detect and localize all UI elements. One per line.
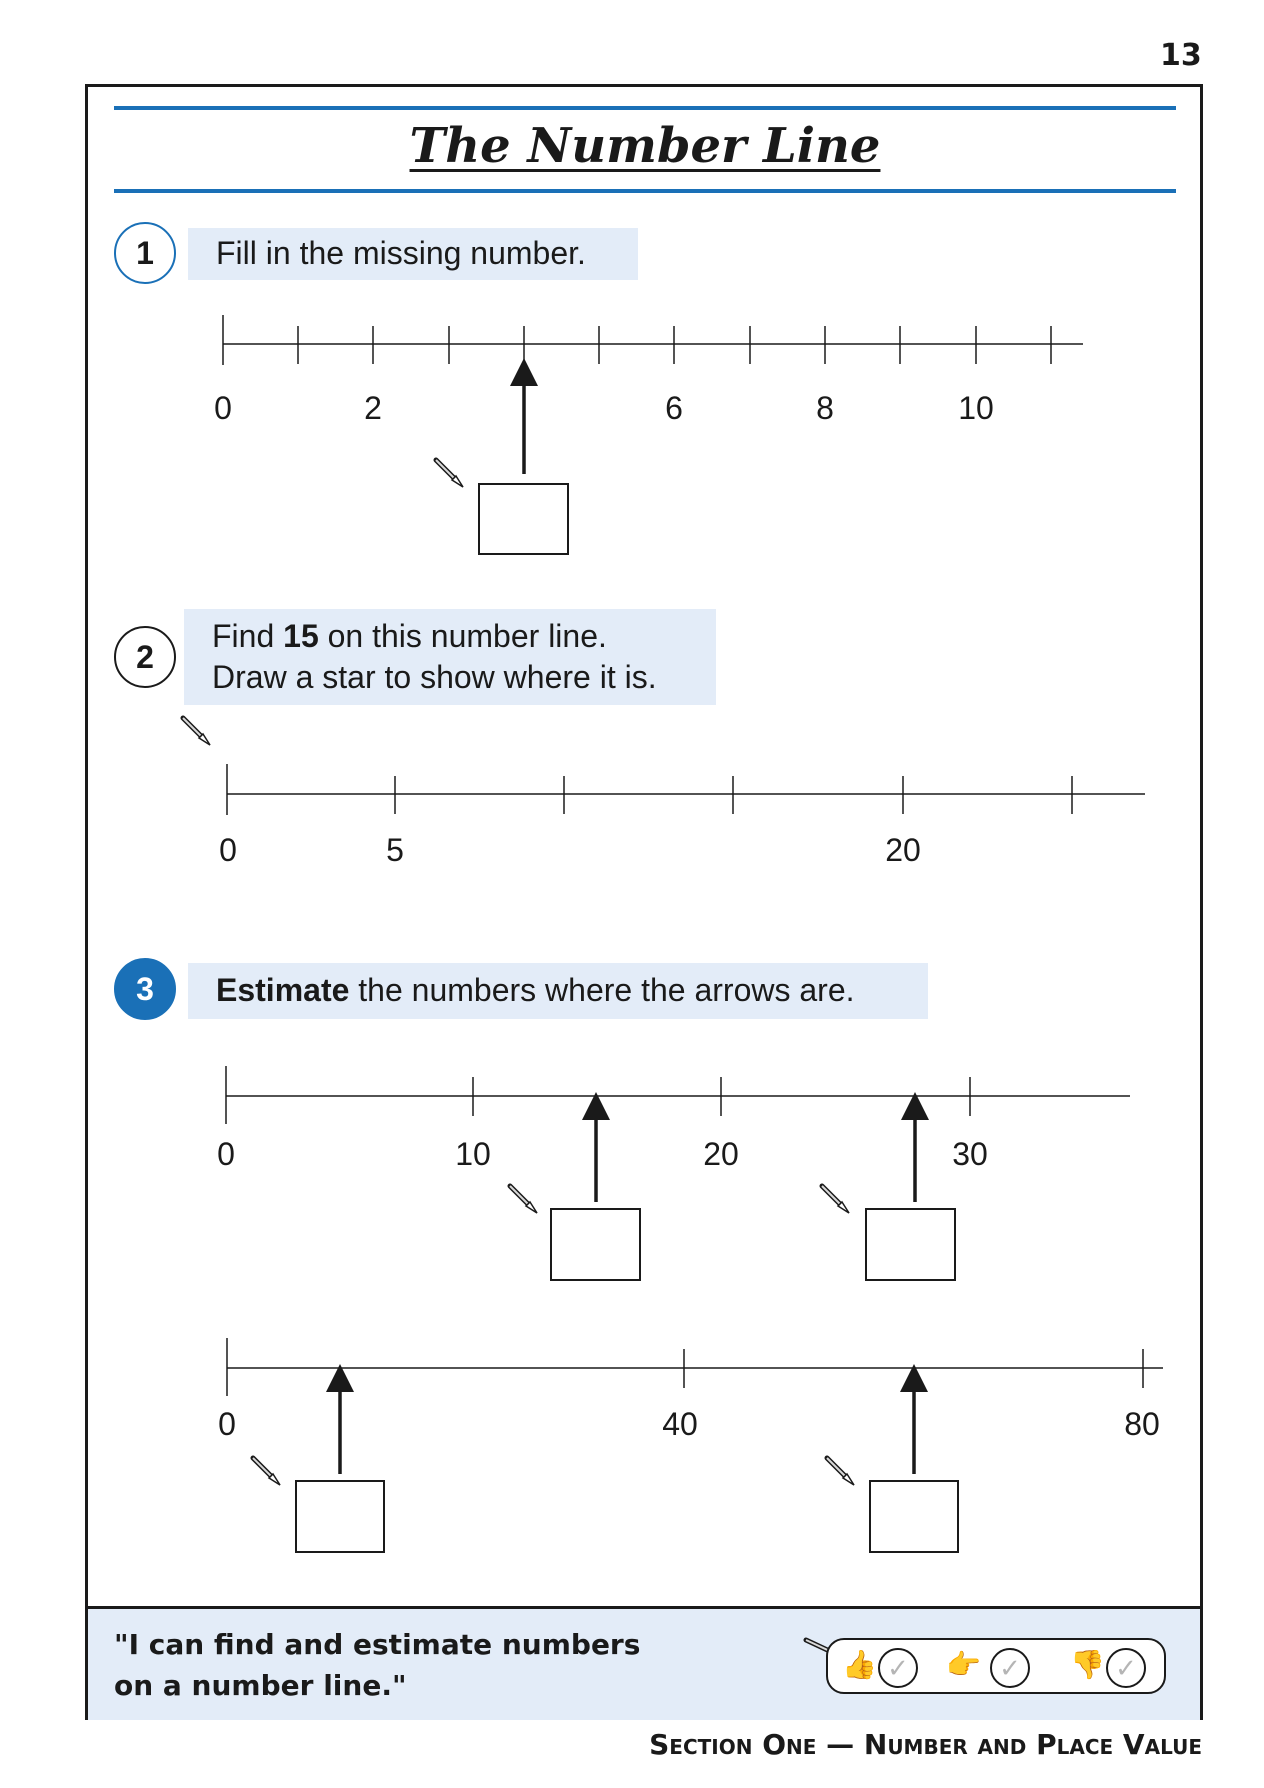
learning-statement-line-1: "I can find and estimate numbers [114, 1628, 641, 1661]
q1-number-line [223, 315, 1083, 554]
q2-number-line [183, 718, 1145, 815]
learning-statement [114, 1624, 640, 1706]
q3a-label-10: 10 [455, 1136, 491, 1172]
q2-label-0: 0 [219, 832, 237, 868]
question-1-number: 1 [114, 222, 176, 284]
q2-label-5: 5 [386, 832, 404, 868]
question-2-number: 2 [114, 626, 176, 688]
q3b-pencil-icon-2 [827, 1458, 854, 1485]
page-title: The Number Line [409, 118, 881, 174]
q3b-label-0: 0 [218, 1406, 236, 1442]
q3a-answer-box-2 [866, 1209, 955, 1280]
check-circle-ok[interactable]: ✓ [990, 1648, 1030, 1688]
thumbs-down-icon: 👎 [1070, 1649, 1105, 1680]
check-circle-good[interactable]: ✓ [878, 1648, 918, 1688]
q1-label-0: 0 [214, 390, 232, 426]
question-2-line-2: Draw a star to show where it is. [212, 659, 657, 695]
question-3-number: 3 [114, 958, 176, 1020]
q2-prefix: Find [212, 618, 284, 654]
page-number: 13 [1160, 38, 1202, 73]
q1-label-8: 8 [816, 390, 834, 426]
q3b-label-40: 40 [662, 1406, 698, 1442]
learning-statement-line-2: on a number line." [114, 1669, 407, 1702]
q3a-label-0: 0 [217, 1136, 235, 1172]
q1-label-6: 6 [665, 390, 683, 426]
q3a-label-30: 30 [952, 1136, 988, 1172]
q3a-answer-box-1 [551, 1209, 640, 1280]
q3b-pencil-icon-1 [253, 1458, 280, 1485]
q1-label-2: 2 [364, 390, 382, 426]
check-circle-not-yet[interactable]: ✓ [1106, 1648, 1146, 1688]
q2-bold-number: 15 [283, 618, 319, 654]
q1-label-10: 10 [958, 390, 994, 426]
q3-number-line-b [227, 1338, 1163, 1552]
q2-pencil-icon [183, 718, 210, 745]
q2-label-20: 20 [885, 832, 921, 868]
self-assessment-box [826, 1638, 1166, 1694]
section-footer: Section One — Number and Place Value [649, 1728, 1202, 1761]
q3a-pencil-icon-2 [822, 1186, 849, 1213]
q3a-label-20: 20 [703, 1136, 739, 1172]
thumbs-up-icon: 👍 [842, 1649, 877, 1680]
thumbs-sideways-icon: 👉 [946, 1649, 981, 1680]
q2-suffix: on this number line. [318, 618, 607, 654]
q3-bold-word: Estimate [216, 972, 350, 1008]
q1-pencil-icon [436, 460, 463, 487]
q1-answer-box [479, 484, 568, 554]
q3b-label-80: 80 [1124, 1406, 1160, 1442]
q3-number-line-a [226, 1066, 1130, 1280]
q3b-answer-box-2 [870, 1481, 958, 1552]
q3-rest: the numbers where the arrows are. [349, 972, 855, 1008]
q3b-answer-box-1 [296, 1481, 384, 1552]
question-1-instruction: Fill in the missing number. [188, 228, 638, 280]
q3a-pencil-icon-1 [510, 1186, 537, 1213]
q1-ticks [298, 326, 1051, 364]
